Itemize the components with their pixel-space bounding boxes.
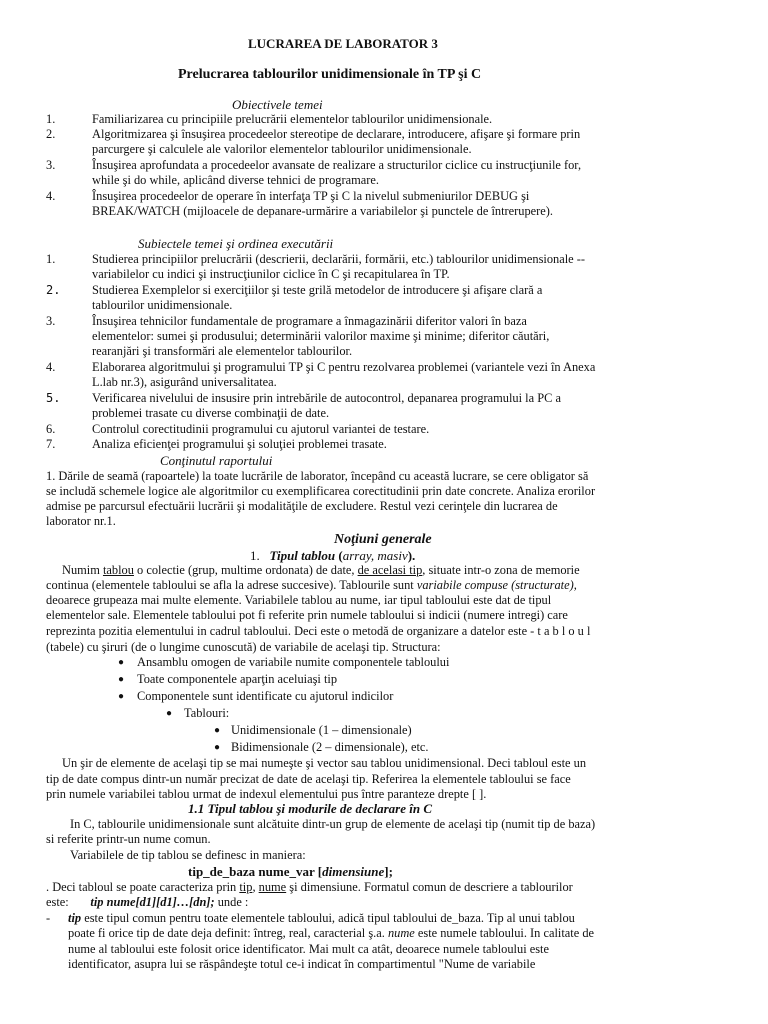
dash-marker: -: [46, 911, 51, 925]
list-item-text: Studierea Exemplelor si exerciţiilor şi teste grilă metodelor de introducere şi afişare clară a: [92, 283, 543, 297]
paragraph-line: [46, 880, 573, 895]
text-run: este tipul comun pentru toate elementele tabloului, adică tipul tabloului de_baza. Tip al unui tablou: [81, 911, 575, 925]
list-item-number: 2.: [46, 283, 61, 297]
list-item-text: problemei trasate cu diverse combinaţii de date.: [92, 406, 330, 420]
bullet-icon: ●: [214, 725, 221, 736]
paragraph-line: 1. Dările de seamă (rapoartele) la toate lucrările de laborator, începând cu această lucrare, se cere obligator să: [46, 469, 589, 483]
paragraph-line: [68, 926, 594, 941]
subjects-heading: Subiectele temei şi ordinea executării: [138, 236, 334, 251]
list-item-text: Algoritmizarea şi însuşirea procedeelor stereotipe de declarare, introducere, afişare şi formare prin: [92, 127, 581, 141]
notions-heading: Noţiuni generale: [334, 532, 432, 547]
italic-term: nume: [387, 926, 415, 940]
paragraph-line: (tabele) cu şiruri (de o lungime cunoscută) de variabile de acelaşi tip. Structura:: [46, 640, 441, 654]
paragraph-line: prin numele variabilei tablou urmat de indexul elementului pus între paranteze drepte [ ].: [46, 787, 487, 801]
subsection-title: [250, 548, 415, 563]
paragraph-line: [68, 911, 575, 926]
section-1-1-heading: 1.1 Tipul tablou şi modurile de declarare în C: [188, 801, 433, 816]
list-item-text: Analiza eficienţei programului şi soluţiei problemei trasate.: [92, 437, 387, 451]
paragraph-line: identificator, asupra lui se răspândeşte totul ce-i indicat în compartimentul "Nume de variabile: [68, 957, 536, 971]
paragraph-line: deoarece grupeaza mai multe elemente. Variabilele tablou au nume, iar tipul tabloului este dat de tipul: [46, 593, 552, 607]
list-item-number: 1.: [46, 252, 56, 266]
bullet-icon: ●: [166, 708, 173, 719]
italic-term: variabile compuse (structurate),: [416, 578, 577, 592]
text-run: Numim: [62, 563, 103, 577]
paragraph-line: Variabilele de tip tablou se definesc in maniera:: [70, 848, 306, 862]
list-item-text: L.lab nr.3), asigurând universalitatea.: [92, 375, 277, 389]
list-item-text: parcurgere şi calculele ale valorilor elementelor tablourilor unidimensionale.: [92, 142, 472, 156]
paren-close: ).: [407, 548, 416, 563]
list-item-text: Studierea principiilor prelucrării (descrierii, declarării, formării, etc.) tablourilor unidimensionale --: [92, 252, 586, 266]
bullet-text: Ansamblu omogen de variabile numite componentele tabloului: [137, 655, 450, 669]
bullet-icon: ●: [118, 691, 125, 702]
list-item-number: 2.: [46, 127, 56, 141]
text-run: poate fi orice tip de date deja definit: întreg, real, caracterial ş.a.: [68, 926, 388, 940]
text-run: şi dimensiune. Formatul comun de descriere a tablourilor: [286, 880, 573, 894]
paren-words: array, masiv: [342, 548, 408, 563]
underlined-term: tablou: [102, 563, 134, 577]
list-item-text: Elaborarea algoritmului şi programului TP şi C pentru rezolvarea problemei (variantele vezi în Anexa: [92, 360, 596, 374]
list-item-text: Verificarea nivelului de insusire prin intrebările de autocontrol, depanarea programului la PC a: [92, 391, 561, 405]
document-subtitle: Prelucrarea tablourilor unidimensionale în TP şi C: [178, 67, 482, 82]
paragraph-line: In C, tablourile unidimensionale sunt alcătuite dintr-un grup de elemente de acelaşi tip (numit tip de baza): [70, 817, 596, 831]
list-item-text: Însuşirea tehnicilor fundamentale de programare a înmagazinării diferitor valori în baza: [92, 314, 527, 328]
keyword: tip: [68, 911, 82, 925]
underlined-term: tip: [239, 880, 253, 894]
text-run: continua (elementele tabloului se afla la adrese succesive). Tablourile sunt: [46, 578, 417, 592]
paren-open: (: [338, 548, 343, 563]
bullet-text: Componentele sunt identificate cu ajutorul indicilor: [137, 689, 394, 703]
subsection-name: Tipul tablou: [269, 548, 336, 563]
paragraph-line: Un şir de elemente de acelaşi tip se mai numeşte şi vector sau tablou unidimensional. Deci tabloul este un: [62, 756, 587, 770]
underlined-term: nume: [258, 880, 287, 894]
text-run: . Deci tabloul se poate caracteriza prin: [46, 880, 240, 894]
bullet-icon: ●: [118, 657, 125, 668]
list-item-text: rearanjări şi transformări ale elementelor tablourilor.: [92, 344, 353, 358]
list-item-text: elementelor: sumei şi produsului; determinării valorilor maxime şi minime; diferitor căutări,: [92, 329, 550, 343]
bullet-icon: ●: [214, 742, 221, 753]
text-run: unde :: [214, 895, 249, 909]
syntax-placeholder: dimensiune: [322, 864, 385, 879]
bullet-text: Bidimensionale (2 – dimensionale), etc.: [231, 740, 429, 754]
text-run: este:: [46, 895, 91, 909]
list-item-text: while şi do while, aplicând diverse tehnici de programare.: [92, 173, 379, 187]
paragraph-line: tip de date compus dintr-un număr precizat de date de acelaşi tip. Referirea la elementele tabloului se face: [46, 772, 571, 786]
bullet-text: Tablouri:: [184, 706, 230, 720]
list-item-text: Familiarizarea cu principiile prelucrării elementelor tablourilor unidimensionale.: [92, 112, 493, 126]
format-syntax: tip nume[d1][d1]…[dn];: [90, 895, 215, 909]
text-run: , situate intr-o zona de memorie: [422, 563, 580, 577]
list-item-number: 1.: [46, 112, 56, 126]
list-item-text: variabilelor cu indici şi instrucţiunilor ciclice în C şi recapitularea în TP.: [92, 267, 450, 281]
paragraph-line: admise pe parcursul efectuării lucrării şi modalităţile de excludere. Restul vezi cerinţele din lucrarea de: [46, 499, 558, 513]
underlined-term: de acelasi tip: [357, 563, 423, 577]
paragraph-line: [46, 895, 248, 910]
paragraph-line: se includă schemele logice ale algoritmilor cu exemplificarea corectitudinii prin date concrete. Analiza erorilor: [46, 484, 596, 498]
bullet-text: Unidimensionale (1 – dimensionale): [231, 723, 412, 737]
text-run: ,: [252, 880, 259, 894]
syntax-part: ];: [384, 864, 393, 879]
objectives-heading: Obiectivele temei: [232, 97, 323, 112]
list-item-number: 3.: [46, 158, 56, 172]
list-item-number: 4.: [46, 360, 56, 374]
paragraph-line: [62, 563, 580, 578]
list-item-number: 5.: [46, 391, 61, 405]
syntax-part: tip_de_baza nume_var [: [188, 864, 323, 879]
list-item-text: BREAK/WATCH (mijloacele de depanare-urmărire a variabilelor şi punctele de întrerupere).: [92, 204, 554, 218]
text-run: este numele tabloului. In calitate de: [414, 926, 595, 940]
bullet-icon: ●: [118, 674, 125, 685]
list-item-number: 7.: [46, 437, 56, 451]
list-item-text: Însuşirea procedeelor de operare în interfaţa TP şi C la nivelul submeniurilor DEBUG şi: [92, 189, 530, 203]
paragraph-line: reprezinta pozitia elementului in cadrul tabloului. Deci este o metodă de organizare a datelor este - t a b l o u l: [46, 624, 591, 638]
list-item-text: Însuşirea aprofundata a procedeelor avansate de realizare a structurilor ciclice cu instrucţiunile for,: [92, 158, 582, 172]
syntax-line: [188, 864, 393, 879]
paragraph-line: si referite printr-un nume comun.: [46, 832, 211, 846]
list-item-text: tablourilor unidimensionale.: [92, 298, 233, 312]
paragraph-line: [46, 578, 577, 593]
list-item-number: 6.: [46, 422, 56, 436]
report-heading: Conţinutul raportului: [160, 453, 273, 468]
paragraph-line: elementelor sale. Elementele tabloului pot fi referite prin numele tabloului si indicii (numere intregi) care: [46, 608, 568, 622]
text-run: o colectie (grup, multime ordonata) de date,: [133, 563, 358, 577]
list-item-number: 4.: [46, 189, 56, 203]
bullet-text: Toate componentele aparţin aceluiaşi tip: [137, 672, 338, 686]
subsection-number: 1.: [250, 548, 260, 563]
list-item-text: Controlul corectitudinii programului cu ajutorul variantei de testare.: [92, 422, 430, 436]
paragraph-line: laborator nr.1.: [46, 514, 116, 528]
list-item-number: 3.: [46, 314, 56, 328]
document-title: LUCRAREA DE LABORATOR 3: [248, 36, 438, 51]
paragraph-line: nume al tabloului este folosit orice identificator. Mai mult ca atât, deoarece numele tabloului este: [68, 942, 550, 956]
